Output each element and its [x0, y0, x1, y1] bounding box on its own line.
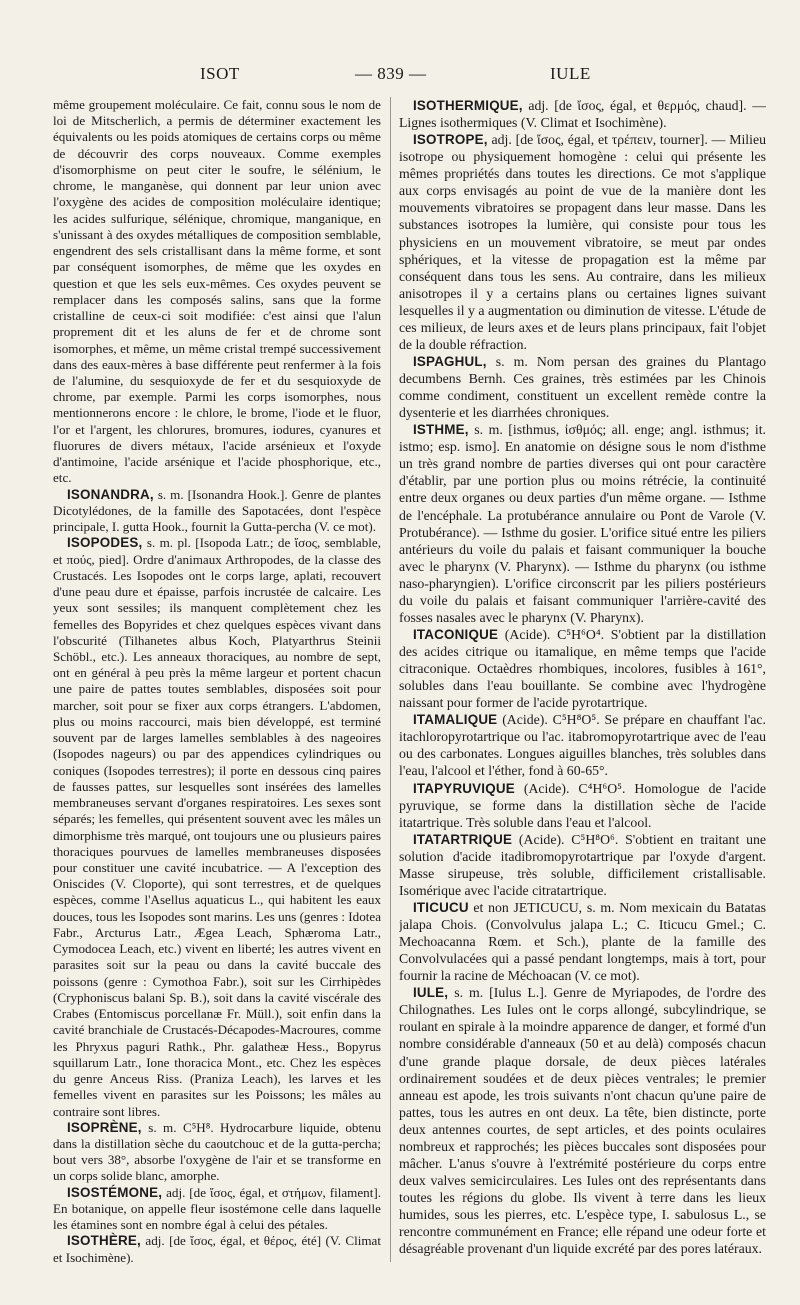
entry-text: même groupement moléculaire. Ce fait, connu sous le nom de loi de Mitscherlich, a permis de déterminer exactement les équivalents ou les poids atomiques de certains corps ou même de découvrir des corps nouveaux. Comme exemples d'isomorphisme on peut citer le soufre, le sélénium, le chrome, le manganèse, qui donnent par leur union avec l'oxygène des acides de composition moléculaire identique; les acides sulfurique, sélénique, chromique, manganique, en s'unissant à des oxydes métalliques de composition semblable, engendrent des sels cristallisant dans la même forme, et sont par conséquent isomorphes, de même que les oxydes en question et que les sels eux-mêmes. Ces oxydes peuvent se remplacer dans les composés salins, sans que la forme cristalline de ceux-ci soit modifiée: c'est ainsi que l'alun proprement dit et les aluns de fer et de chrome sont isomorphes, et même, un même cristal trempé successivement dans des eaux-mères à base différente peut renfermer à la fois de l'alumine, du sesquioxyde de fer et du sesquioxyde de chrome, par exemple. Parmi les corps isomorphes, nous mentionnerons encore : le chlore, le brome, l'iode et le fluor, l'or et l'argent, les chlorures, bromures, iodures, cyanures et fluorures de divers métaux, l'acide arsénieux et l'oxyde d'antimoine, l'acide arsénique et l'acide phosphorique, etc., etc. — [53, 97, 381, 486]
entry-isoprene — [53, 1120, 381, 1185]
left-column — [53, 97, 381, 1267]
entry-headword: ISOPRÈNE, — [67, 1119, 142, 1135]
running-head-left: ISOT — [200, 64, 240, 83]
entry-itapyruvique — [399, 780, 766, 831]
entry-iule — [399, 984, 766, 1257]
entry-itamalique — [399, 711, 766, 779]
running-head — [0, 64, 800, 88]
entry-itatartrique — [399, 831, 766, 899]
entry-headword: ITAPYRUVIQUE — [413, 780, 515, 796]
entry-isthme — [399, 421, 766, 626]
entry-headword: ITATARTRIQUE — [413, 831, 513, 847]
entry-text: et non JETICUCU, s. m. Nom mexicain du Batatas jalapa Chois. (Convolvulus jalapa L.; C. Iticucu Gmel.; C. Mechoacanna Rœm. et Sch.), plante de la famille des Convolvulacées qui a passé pendant longtemps, mais à tort, pour fournir la racine de Méchoacan (V. ce mot). — [399, 899, 766, 984]
entry-text: s. m. [Iulus L.]. Genre de Myriapodes, de l'ordre des Chilognathes. Les Iules ont le corps allongé, subcylindrique, se roulant en spirale à la moindre apparence de danger, et formé d'un nombre considérable d'anneaux (50 et au delà) composés chacun d'une grande plaque dorsale, de deux pièces latérales ordinairement soudées et de deux pièces ventrales; le premier anneau est apode, les trois suivants n'ont chacun qu'une paire de pattes, tous les autres en ont deux. La tête, bien distincte, porte deux antennes courtes, de sept articles, et des points oculaires nombreux et rapprochés; les pièces buccales sont disposées pour mâcher. L'anus s'ouvre à l'extrémité postérieure du corps entre deux valves semicirculaires. Les Iules ont des représentants dans toutes les régions du globe. Ils vivent à terre dans les lieux humides, sous les pierres, etc. L'espèce type, I. sabulosus L., se rencontre communément en France; elle répand une odeur forte et désagréable provenant d'un liquide excrété par des pores latéraux. — [399, 985, 766, 1257]
entry-headword: ISPAGHUL, — [413, 353, 487, 369]
entry-itaconique — [399, 626, 766, 711]
entry-headword: ISOSTÉMONE, — [67, 1184, 163, 1200]
entry-headword: ISOTHÈRE, — [67, 1233, 141, 1249]
entry-text: (Acide). C⁵H⁸O⁶. S'obtient en traitant une solution d'acide itadibromopyrotartrique par l'oxyde d'argent. Masse sirupeuse, très soluble, difficilement cristallisable. Isomérique avec l'acide citratartrique. — [399, 831, 766, 898]
entry-isostemone — [53, 1185, 381, 1234]
page-number: — 839 — — [355, 64, 427, 83]
entry-text: (Acide). C⁵H⁸O⁵. Se prépare en chauffant l'ac. itachloropyrotartrique ou l'ac. itabromopyrotartrique avec de l'eau ou des carbonates. Longues aiguilles blanches, très solubles dans l'eau, l'alcool et l'éther, fond à 60-65°. — [399, 712, 766, 779]
entry-isonandra — [53, 487, 381, 536]
entry-text: (Acide). C⁵H⁶O⁴. S'obtient par la distillation des acides citrique ou itamalique, en même temps que l'acide citraconique. Octaèdres rhombiques, incolores, fusibles à 161°, solubles dans l'eau bouillante. Se combine avec l'hydrogène naissant pour former de l'acide pyrotartrique. — [399, 626, 766, 711]
entry-text: s. m. Nom persan des graines du Plantago decumbens Bernh. Ces graines, très estimées par les Chinois comme condiment, constituent un excellent remède contre la dysenterie et les diarrhées chroniques. — [399, 353, 766, 421]
entry-headword: ISOTHERMIQUE, — [413, 98, 523, 113]
entry-text: adj. [de ἴσος, égal, et στήμων, filament]. En botanique, on appelle fleur isostémone celle dans laquelle les étamines sont en nombre égal à celui des pétales. — [53, 1184, 381, 1233]
running-head-right: IULE — [550, 64, 591, 83]
entry-text: s. m. pl. [Isopoda Latr.; de ἴσος, semblable, et πούς, pied]. Ordre d'animaux Arthropodes, de la classe des Crustacés. Les Isopodes ont le corps large, aplati, recouvert d'une peau dure et épaisse, parfois incrustée de calcaire. Les yeux sont sessiles; ils manquent complètement chez les femelles des Bopyrides et chez quelques espèces vivant dans l'obscurité (Tilhanetes albus Koch, Platyarthrus Steinii Schöbl., etc.). Les anneaux thoraciques, au nombre de sept, ont en général à peu près la même largeur et portent chacun une paire de pattes toutes semblables, disposées soit pour marcher, soit pour se fixer aux corps étrangers. L'abdomen, plus ou moins raccourci, mais bien développé, est terminé souvent par de larges lamelles semblables à des nageoires (Isopodes nageurs) ou par des appendices cylindriques ou coniques (Isopodes terrestres); il porte en dessous cinq paires de fausses pattes, sur lesquelles sont insérées des lamelles membraneuses servant d'organes respiratoires. Les sexes sont séparés; les femelles, qui présentent souvent avec les mâles un dimorphisme très marqué, ont toujours une ou plusieurs paires thoraciques pourvues de lamelles membraneuses disposées pour constituer une cavité incubatrice. — A l'exception des Oniscides (V. Cloporte), qui sont terrestres, et de quelques espèces, comme l'Asellus aquaticus L., qui habitent les eaux douces, tous les Isopodes sont marins. Les uns (genres : Idotea Fabr., Arcturus Latr., Ægea Leach, Sphæroma Latr., Cymodocea Leach, etc.) vivent en liberté; les autres vivent en parasites soit sur la peau ou dans la cavité buccale des poissons (genre : Cymothoa Fabr.), soit sur les Cirrhipèdes (Cryphoniscus balani Sp. B.), soit dans la cavité viscérale des Crabes (Entomiscus porcellanæ Fr. Müll.), soit enfin dans la cavité branchiale de Crustacés-Décapodes-Macroures, comme les Phryxus paguri Rathk., Phr. galatheæ Hess., Bopyrus squillarum Latr., Ione thoracica Mont., etc. Chez les espèces du genre Anceus Riss. (Praniza Leach), les larves et les femelles vivent en parasites sur les Poissons; les mâles au contraire sont libres. — [53, 535, 381, 1119]
entry-isothermique — [399, 97, 766, 131]
entry-headword: ISOPODES, — [67, 535, 143, 551]
entry-text: (Acide). C⁴H⁶O⁵. Homologue de l'acide pyruvique, se forme dans la distillation sèche de l'acide itatartrique. Très soluble dans l'eau et l'alcool. — [399, 780, 766, 830]
right-column — [399, 97, 766, 1272]
entry-text: adj. [de ἴσος, égal, et θέρος, été] (V. Climat et Isochimène). — [53, 1233, 381, 1265]
entry-headword: IULE, — [413, 985, 449, 1001]
entry-ispaghul — [399, 353, 766, 421]
entry-text: adj. [de ἴσος, égal, et τρέπειν, tourner]. — Milieu isotrope ou physiquement homogène : celui qui présente les mêmes propriétés dans toutes les directions. Ce mot s'applique aux corps envisagés au point de vue de la manière dont les mouvements vibratoires se propagent dans leur masse. Dans les substances isotropes la lumière, qui consiste pour tous les physiciens en un mouvement vibratoire, se meut par ondes sphériques, et la vitesse de propagation est la même par conséquent dans tous les sens. Au contraire, dans les milieux anisotropes il y a certains plans ou certaines lignes suivant lesquelles il y a augmentation ou diminution de vitesse. L'étude de ces milieux, de leurs axes et de leurs plans principaux, fait l'objet de la double réfraction. — [399, 132, 766, 352]
entry-headword: ISOTROPE, — [413, 132, 488, 148]
entry-headword: ISONANDRA, — [67, 486, 154, 502]
entry-text: s. m. [isthmus, ἰσθμός; all. enge; angl. isthmus; it. istmo; esp. ismo]. En anatomie on désigne sous le nom d'isthme un très grand nombre de parties diverses qui ont pour caractère d'établir, par une portion plus ou moins rétrécie, la continuité entre deux organes ou deux parties d'un même organe. — Isthme de l'encéphale. La protubérance annulaire ou Pont de Varole (V. Protubérance). — Isthme du gosier. L'orifice situé entre les piliers antérieurs du voile du palais et faisant communiquer la bouche avec le pharynx (V. Pharynx). — Isthme du pharynx (ou isthme naso-pharyngien). L'orifice circonscrit par les piliers postérieurs du voile du palais et faisant communiquer l'arrière-cavité des fosses nasales avec le pharynx (V. Pharynx). — [399, 422, 766, 625]
entry-isopodes — [53, 535, 381, 1119]
entry-headword: ISTHME, — [413, 422, 469, 438]
entry-text: s. m. [Isonandra Hook.]. Genre de plantes Dicotylédones, de la famille des Sapotacées, dont l'espèce principale, I. gutta Hook., fournit la Gutta-percha (V. ce mot). — [53, 486, 381, 535]
entry-text: adj. [de ἴσος, égal, et θερμός, chaud]. — Lignes isothermiques (V. Climat et Isochimène). — [399, 98, 766, 131]
entry-iticucu — [399, 899, 766, 984]
entry-isothere — [53, 1233, 381, 1265]
entry-headword: ITAMALIQUE — [413, 712, 498, 728]
entry-text: s. m. C⁵H⁸. Hydrocarbure liquide, obtenu dans la distillation sèche du caoutchouc et de la gutta-percha; bout vers 38°, absorbe l'oxygène de l'air et se transforme en un corps solide blanc, amorphe. — [53, 1119, 381, 1184]
entry-isomorphisme-continuation — [53, 97, 381, 487]
column-divider — [390, 97, 391, 1262]
entry-headword: ITICUCU — [413, 899, 469, 915]
entry-isotrope — [399, 131, 766, 353]
entry-headword: ITACONIQUE — [413, 626, 499, 642]
